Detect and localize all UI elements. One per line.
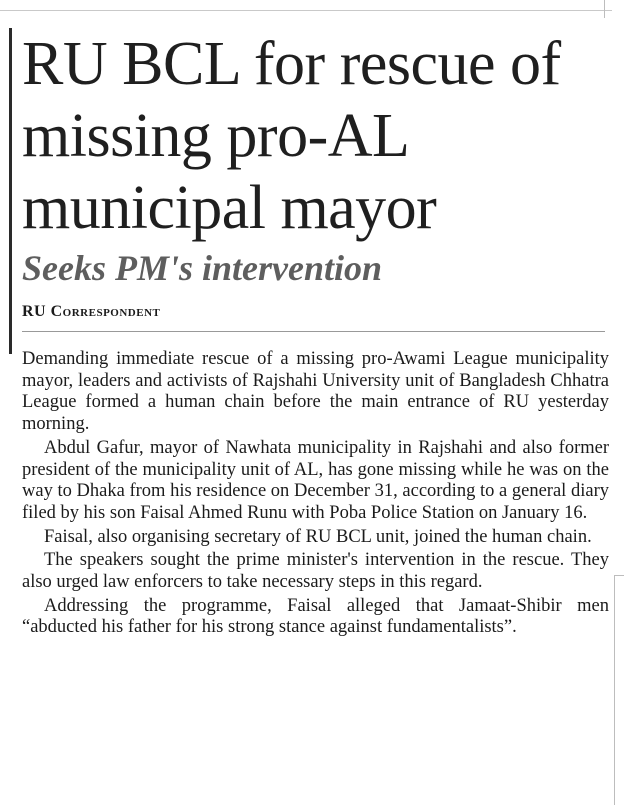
top-column-rule bbox=[0, 10, 612, 11]
right-column-rule bbox=[604, 0, 605, 18]
byline-rule bbox=[22, 331, 605, 332]
subheadline: Seeks PM's intervention bbox=[22, 248, 383, 288]
adjacent-column-corner-rule bbox=[614, 575, 624, 576]
article-paragraph: Addressing the programme, Faisal alleged that Jamaat-Shibir men “abducted his father for his strong stance against fundamentalists”. bbox=[22, 595, 609, 638]
article-paragraph: Demanding immediate rescue of a missing pro-Awami League municipality mayor, leaders and activists of Rajshahi University unit of Bangladesh Chhatra League formed a human chain before the main entrance of RU yesterday morning. bbox=[22, 349, 609, 435]
headline: RU BCL for rescue of missing pro-AL municipal mayor bbox=[22, 30, 561, 242]
article-paragraph: The speakers sought the prime minister's intervention in the rescue. They also urged law enforcers to take necessary steps in this regard. bbox=[22, 550, 609, 593]
byline: RU Correspondent bbox=[22, 303, 161, 320]
article-paragraph: Faisal, also organising secretary of RU BCL unit, joined the human chain. bbox=[44, 526, 592, 547]
article-body bbox=[22, 349, 609, 641]
adjacent-column-rule bbox=[614, 575, 615, 805]
headline-side-rule bbox=[9, 28, 12, 354]
article-paragraph: Abdul Gafur, mayor of Nawhata municipality in Rajshahi and also former president of the municipality unit of AL, has gone missing while he was on the way to Dhaka from his residence on December 31, according to a general diary filed by his son Faisal Ahmed Runu with Poba Police Station on January 16. bbox=[22, 437, 609, 523]
